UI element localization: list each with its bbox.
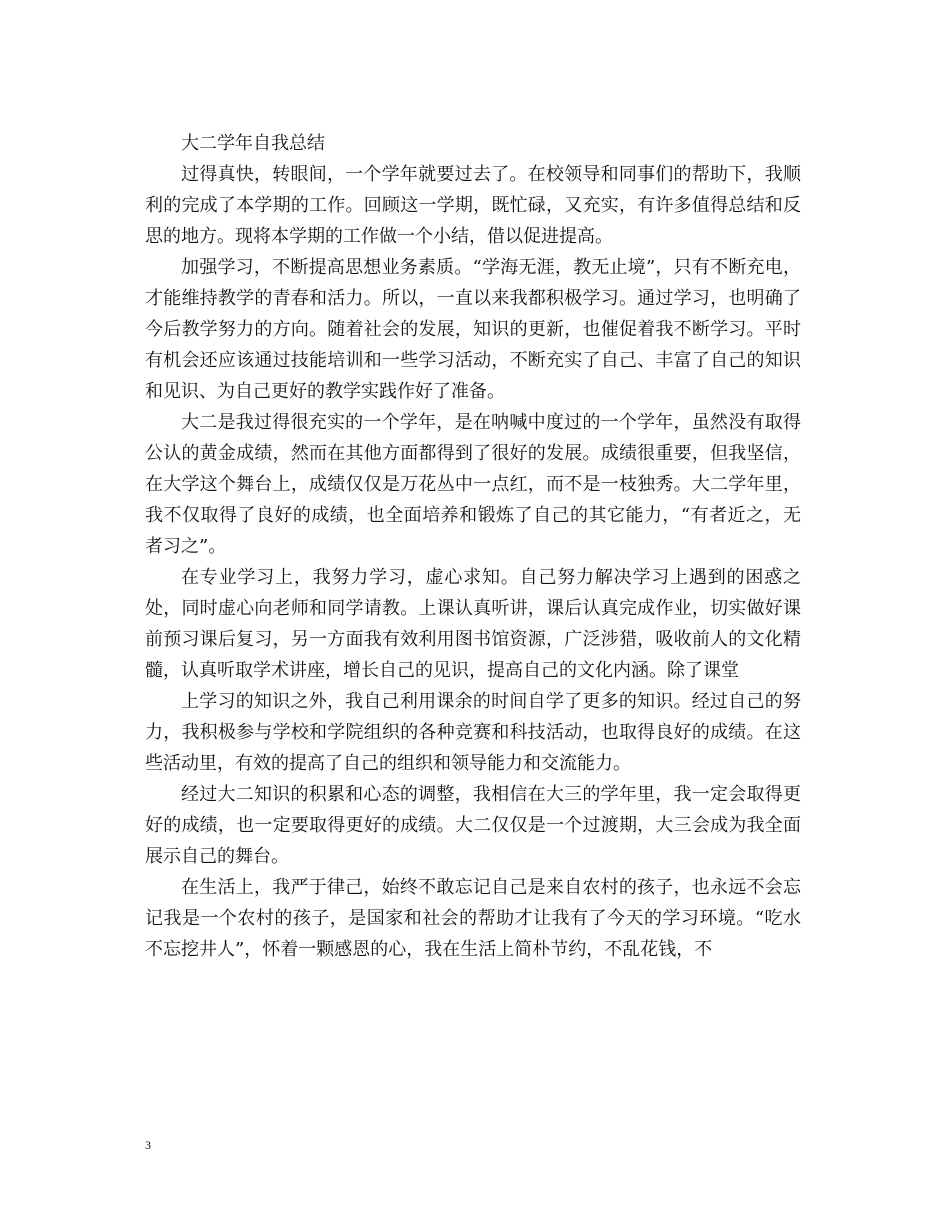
paragraph-5: 上学习的知识之外，我自己利用课余的时间自学了更多的知识。经过自己的努力，我积极参与学校和学院组织的各种竞赛和科技活动，也取得良好的成绩。在这些活动里，有效的提高了自己的组织和领导能力和交流能力。 — [145, 691, 801, 774]
document-body — [145, 128, 801, 965]
page-number: 3 — [145, 1138, 151, 1152]
paragraph-3: 大二是我过得很充实的一个学年，是在呐喊中度过的一个学年，虽然没有取得公认的黄金成绩，然而在其他方面都得到了很好的发展。成绩很重要，但我坚信，在大学这个舞台上，成绩仅仅是万花丛中一点红，而不是一枝独秀。大二学年里，我不仅取得了良好的成绩，也全面培养和锻炼了自己的其它能力，“有者近之，无者习之”。 — [145, 412, 801, 557]
paragraph-2: 加强学习，不断提高思想业务素质。“学海无涯，教无止境”，只有不断充电，才能维持教学的青春和活力。所以，一直以来我都积极学习。通过学习，也明确了今后教学努力的方向。随着社会的发展，知识的更新，也催促着我不断学习。平时有机会还应该通过技能培训和一些学习活动，不断充实了自己、丰富了自己的知识和见识、为自己更好的教学实践作好了准备。 — [145, 257, 801, 402]
paragraph-6: 经过大二知识的积累和心态的调整，我相信在大三的学年里，我一定会取得更好的成绩，也一定要取得更好的成绩。大二仅仅是一个过渡期，大三会成为我全面展示自己的舞台。 — [145, 784, 801, 867]
document-title: 大二学年自我总结 — [181, 133, 325, 154]
paragraph-4: 在专业学习上，我努力学习，虚心求知。自己努力解决学习上遇到的困惑之处，同时虚心向老师和同学请教。上课认真听讲，课后认真完成作业，切实做好课前预习课后复习，另一方面我有效利用图书馆资源，广泛涉猎，吸收前人的文化精髓，认真听取学术讲座，增长自己的见识，提高自己的文化内涵。除了课堂 — [145, 567, 801, 681]
paragraph-1: 过得真快，转眼间，一个学年就要过去了。在校领导和同事们的帮助下，我顺利的完成了本学期的工作。回顾这一学期，既忙碌，又充实，有许多值得总结和反思的地方。现将本学期的工作做一个小结，借以促进提高。 — [145, 164, 801, 247]
paragraph-7: 在生活上，我严于律己，始终不敢忘记自己是来自农村的孩子，也永远不会忘记我是一个农村的孩子，是国家和社会的帮助才让我有了今天的学习环境。“吃水不忘挖井人”，怀着一颗感恩的心，我在生活上简朴节约，不乱花钱，不 — [145, 877, 801, 960]
